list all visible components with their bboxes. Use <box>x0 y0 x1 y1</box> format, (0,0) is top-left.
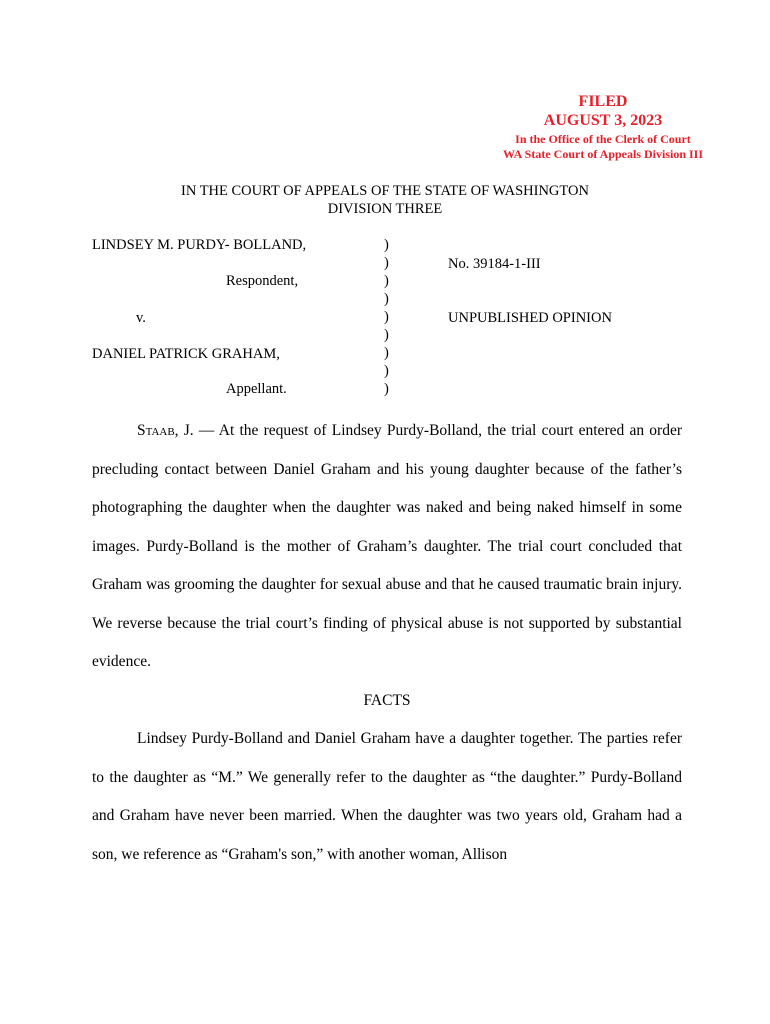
stamp-date: AUGUST 3, 2023 <box>543 112 663 129</box>
opinion-intro-paragraph <box>92 412 682 682</box>
caption-paren-column <box>384 236 389 398</box>
paren: ) <box>384 273 389 289</box>
paren: ) <box>384 291 389 307</box>
paren: ) <box>384 345 389 361</box>
paren: ) <box>384 309 389 325</box>
paren: ) <box>384 255 389 271</box>
stamp-court: WA State Court of Appeals Division III <box>502 147 704 161</box>
respondent-name: DANIEL PATRICK GRAHAM, <box>92 346 280 362</box>
opinion-type: UNPUBLISHED OPINION <box>448 310 612 326</box>
facts-paragraph: Lindsey Purdy-Bolland and Daniel Graham have a daughter together. The parties refer to the daughter as “M.” We generally refer to the daughter as “the daughter.” Purdy-Bolland and Graham have never been married. When the daughter was two years old, Graham had a son, we reference as “Graham's son,” with another woman, Allison <box>92 730 682 863</box>
respondent-role: Appellant. <box>226 381 287 397</box>
court-heading-line1: IN THE COURT OF APPEALS OF THE STATE OF WASHINGTON <box>181 183 589 199</box>
paren: ) <box>384 327 389 343</box>
opinion-body <box>92 412 682 874</box>
petitioner-name: LINDSEY M. PURDY- BOLLAND, <box>92 237 307 253</box>
court-heading-line2: DIVISION THREE <box>327 201 443 217</box>
paren: ) <box>384 363 389 379</box>
opinion-author: Staab, J. <box>137 422 194 439</box>
stamp-office: In the Office of the Clerk of Court <box>515 132 691 146</box>
case-number: No. 39184-1-III <box>448 256 541 272</box>
stamp-filed: FILED <box>578 93 628 110</box>
petitioner-role: Respondent, <box>226 273 299 289</box>
paren: ) <box>384 237 389 253</box>
opinion-intro-text: — At the request of Lindsey Purdy-Bolland, the trial court entered an order precluding contact between Daniel Graham and his young daughter because of the father’s photographing the daughter when the daughter was naked and being naked himself in some images. Purdy-Bolland is the mother of Graham’s daughter. The trial court concluded that Graham was grooming the daughter for sexual abuse and that he caused traumatic brain injury. We reverse because the trial court’s finding of physical abuse is not supported by substantial evidence. <box>92 422 682 670</box>
versus: v. <box>136 310 146 326</box>
paren: ) <box>384 381 389 397</box>
filing-stamp <box>478 92 728 162</box>
court-heading <box>0 182 770 218</box>
facts-heading: FACTS <box>363 691 411 709</box>
